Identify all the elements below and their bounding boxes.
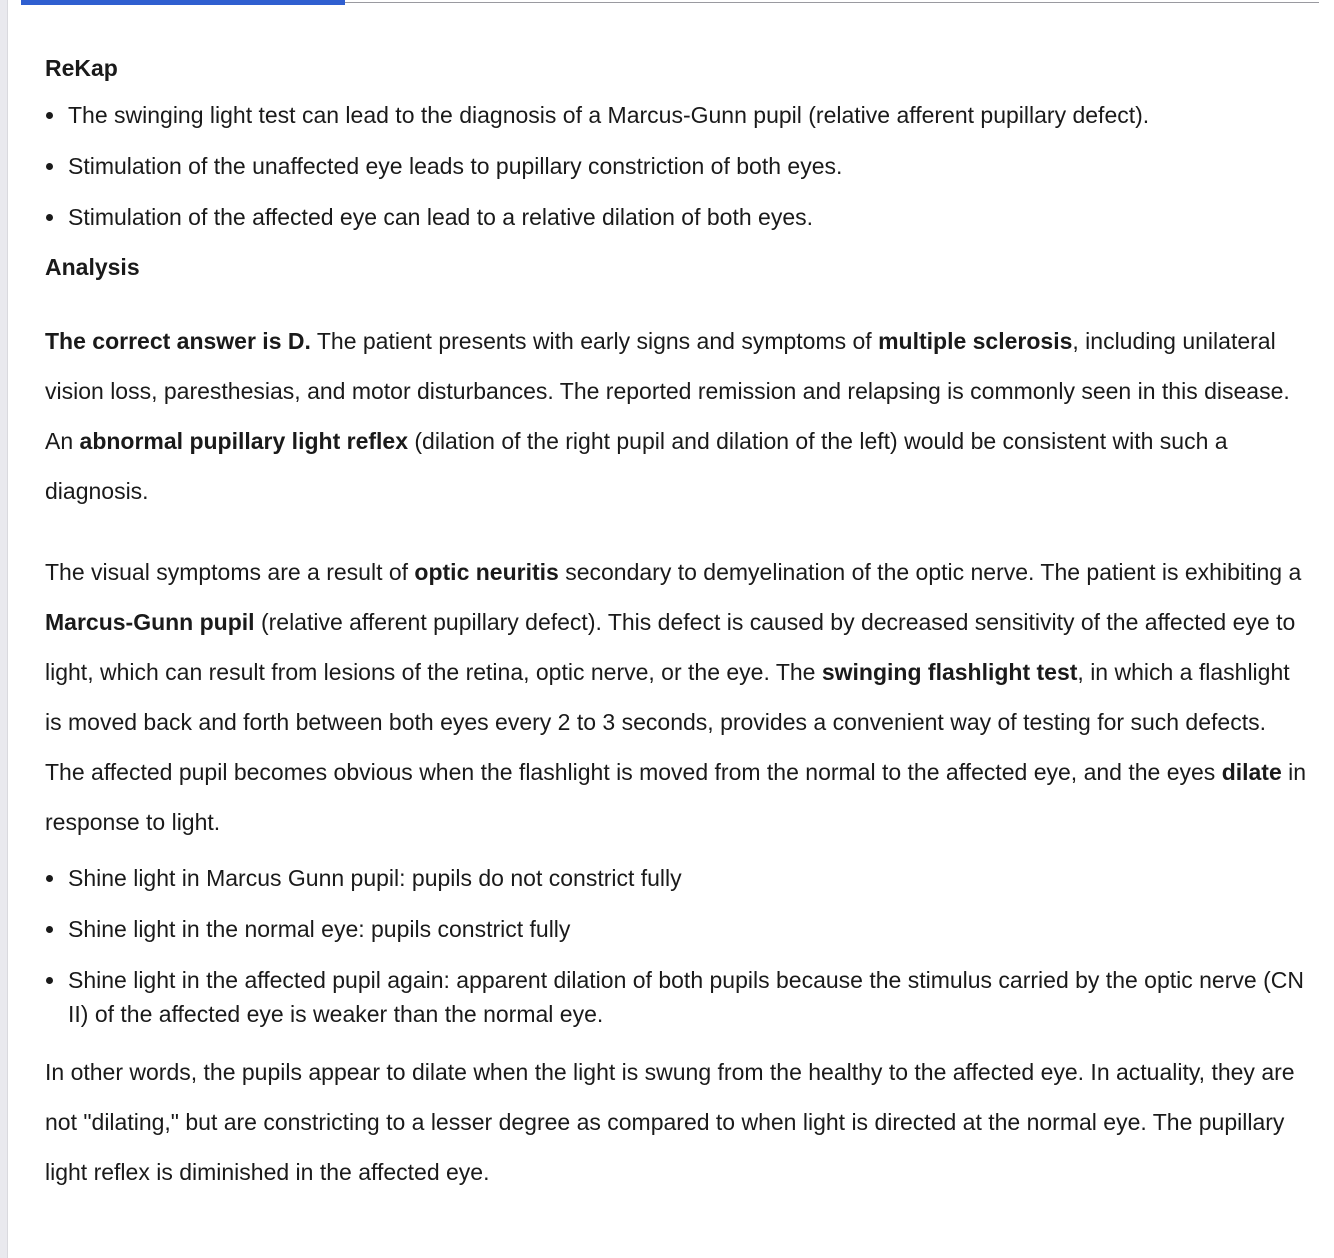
paragraph-text: in response to light. (45, 759, 1307, 835)
analysis-heading: Analysis (45, 254, 140, 280)
paragraph-text: , including unilateral vision loss, paresthesias, and motor disturbances. The reported remission and relapsing is commonly seen in this disease. An (45, 328, 1290, 454)
explanation-content (45, 50, 1307, 1197)
list-item: Shine light in the affected pupil again: apparent dilation of both pupils because the stimulus carried by the optic nerve (CN II) of the affected eye is weaker than the normal eye. (45, 963, 1307, 1031)
key-term: swinging flashlight test (821, 659, 1078, 685)
key-term: multiple sclerosis (878, 328, 1073, 354)
window-left-edge (0, 0, 8, 1258)
key-term: Marcus-Gunn pupil (45, 609, 255, 635)
key-term: optic neuritis (414, 559, 559, 585)
list-item: Shine light in the normal eye: pupils constrict fully (45, 912, 1307, 946)
analysis-paragraph-mechanism (45, 547, 1307, 847)
paragraph-text: , in which a flashlight is moved back and forth between both eyes every 2 to 3 seconds, provides a convenient way of testing for such defects. The affected pupil becomes obvious when the flashlight is moved from the normal to the affected eye, and the eyes (45, 659, 1290, 785)
key-term: abnormal pupillary light reflex (79, 428, 408, 454)
analysis-paragraph-summary: In other words, the pupils appear to dilate when the light is swung from the healthy to the affected eye. In actuality, they are not "dilating," but are constricting to a lesser degree as compared to when light is directed at the normal eye. The pupillary light reflex is diminished in the affected eye. (45, 1059, 1295, 1185)
paragraph-text: (relative afferent pupillary defect). This defect is caused by decreased sensitivity of the affected eye to light, which can result from lesions of the retina, optic nerve, or the eye. The (45, 609, 1296, 685)
paragraph-text: (dilation of the right pupil and dilation of the left) would be consistent with such a diagnosis. (45, 428, 1228, 504)
list-item: Shine light in Marcus Gunn pupil: pupils do not constrict fully (45, 861, 1307, 895)
analysis-paragraph-answer (45, 316, 1307, 516)
rekap-heading: ReKap (45, 55, 118, 81)
analysis-list (45, 861, 1307, 1031)
list-item: Stimulation of the affected eye can lead to a relative dilation of both eyes. (45, 200, 1307, 234)
rekap-list (45, 98, 1307, 234)
active-tab-indicator[interactable] (21, 0, 345, 5)
paragraph-text: secondary to demyelination of the optic nerve. The patient is exhibiting a (558, 559, 1302, 585)
correct-answer-text: The correct answer is D. (45, 328, 311, 354)
key-term: dilate (1221, 759, 1282, 785)
list-item: The swinging light test can lead to the diagnosis of a Marcus-Gunn pupil (relative afferent pupillary defect). (45, 98, 1307, 132)
paragraph-text: The patient presents with early signs and symptoms of (310, 328, 879, 354)
paragraph-text: The visual symptoms are a result of (45, 559, 415, 585)
list-item: Stimulation of the unaffected eye leads to pupillary constriction of both eyes. (45, 149, 1307, 183)
